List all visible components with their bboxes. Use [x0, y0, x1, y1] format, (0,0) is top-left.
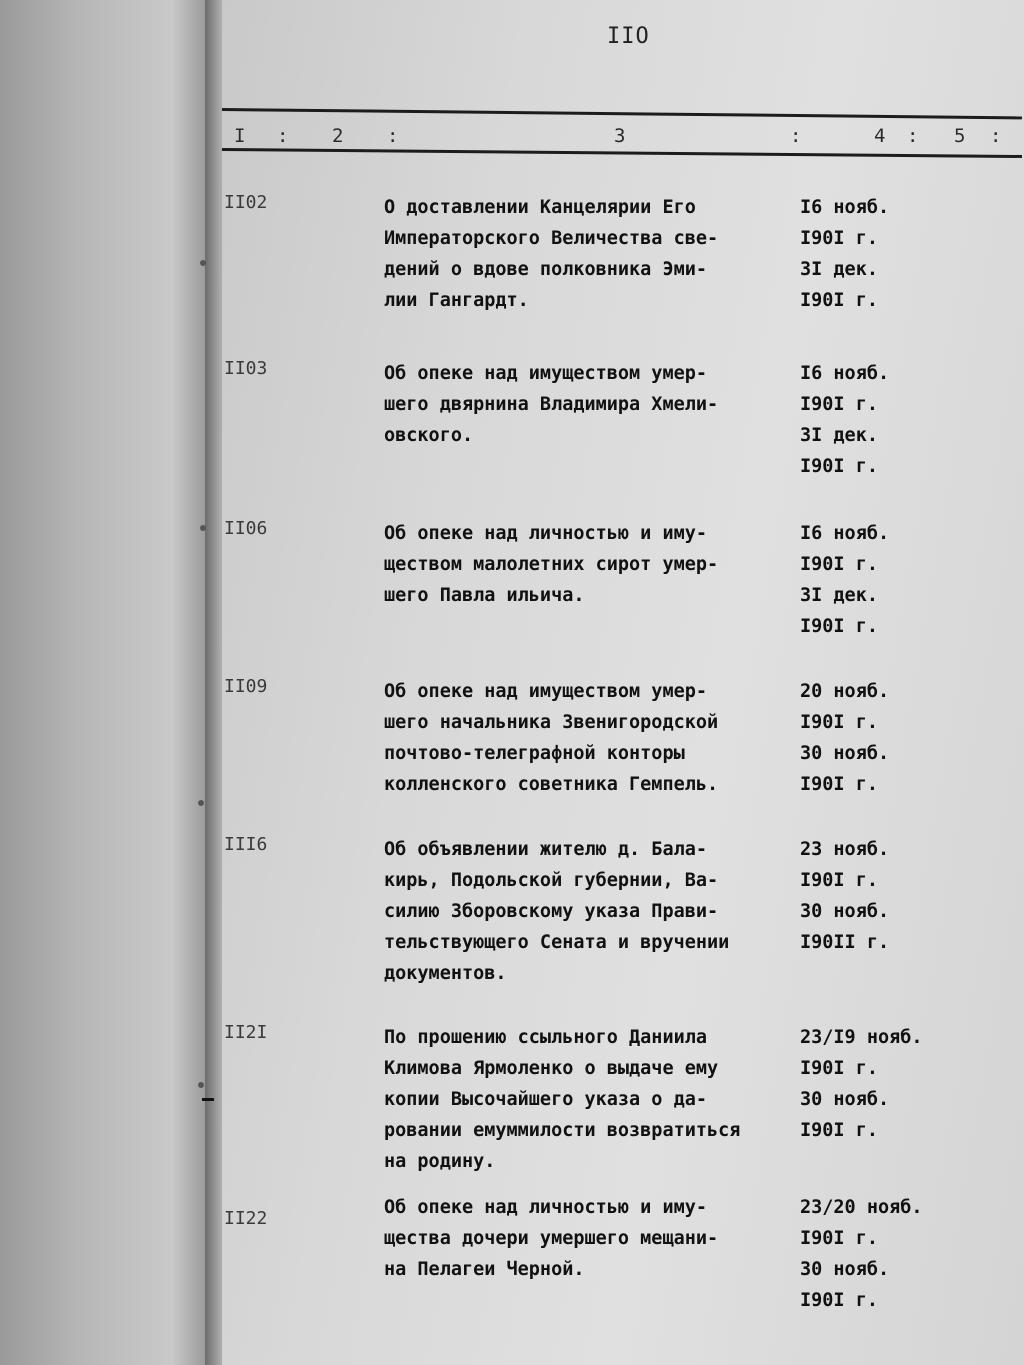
date-line: I6 нояб.	[800, 523, 890, 544]
record-number: II22	[224, 1208, 268, 1229]
column-2-heading: 2	[332, 125, 344, 147]
date-line: I90I г.	[800, 1290, 878, 1311]
date-line: 23/20 нояб.	[800, 1197, 923, 1218]
record-title	[384, 834, 794, 989]
title-line: шего двярнина Владимира Хмели-	[384, 394, 719, 415]
date-line: I90I г.	[800, 228, 878, 249]
title-line: силию Зборовскому указа Прави-	[384, 901, 719, 922]
column-3-heading: 3	[614, 125, 626, 147]
date-line: I90I г.	[800, 616, 878, 637]
date-line: 23 нояб.	[800, 839, 890, 860]
date-line: 3I дек.	[800, 585, 878, 606]
record-dates	[800, 358, 1010, 482]
record-title	[384, 358, 794, 451]
title-line: документов.	[384, 963, 507, 984]
date-line: 20 нояб.	[800, 681, 890, 702]
date-line: I90I г.	[800, 554, 878, 575]
record-title	[384, 676, 794, 800]
date-line: 23/I9 нояб.	[800, 1027, 923, 1048]
stitch-hole	[198, 800, 204, 806]
date-line: I6 нояб.	[800, 363, 890, 384]
record-dates	[800, 1022, 1010, 1146]
title-line: По прошению ссыльного Даниила	[384, 1027, 708, 1048]
date-line: I90I г.	[800, 394, 878, 415]
date-line: 3I дек.	[800, 425, 878, 446]
record-number: III6	[224, 834, 268, 855]
stitch-hole	[200, 525, 206, 531]
record-dates	[800, 1192, 1010, 1316]
date-line: I6 нояб.	[800, 197, 890, 218]
record-dates	[800, 518, 1010, 642]
date-line: I90I г.	[800, 774, 878, 795]
title-line: шего начальника Звенигородской	[384, 712, 719, 733]
title-line: Климова Ярмоленко о выдаче ему	[384, 1058, 719, 1079]
record-number: II02	[224, 192, 268, 213]
date-line: I90I г.	[800, 1120, 878, 1141]
record-dates	[800, 676, 1010, 800]
record-dates	[800, 834, 1010, 958]
column-separator: :	[790, 125, 802, 147]
date-line: I90I г.	[800, 456, 878, 477]
date-line: 3I дек.	[800, 259, 878, 280]
header-rule-bottom	[222, 148, 1022, 158]
header-rule-top	[222, 108, 1022, 119]
record-title	[384, 192, 794, 316]
title-line: Императорского Величества све-	[384, 228, 719, 249]
title-line: ществом малолетних сирот умер-	[384, 554, 719, 575]
title-line: колленского советника Гемпель.	[384, 774, 719, 795]
page-number: IIO	[607, 24, 650, 49]
title-line: кирь, Подольской губернии, Ва-	[384, 870, 719, 891]
title-line: лии Гангардт.	[384, 290, 529, 311]
column-1-heading: I	[234, 125, 246, 147]
date-line: I90I г.	[800, 1228, 878, 1249]
title-line: на Пелагеи Черной.	[384, 1259, 585, 1280]
date-line: I90I г.	[800, 870, 878, 891]
title-line: на родину.	[384, 1151, 496, 1172]
date-line: 30 нояб.	[800, 743, 890, 764]
record-number: II2I	[224, 1022, 268, 1043]
column-separator: :	[990, 125, 1002, 147]
date-line: 30 нояб.	[800, 901, 890, 922]
column-separator: :	[277, 125, 289, 147]
title-line: почтово-телеграфной конторы	[384, 743, 685, 764]
left-page	[0, 0, 215, 1365]
date-line: I90I г.	[800, 1058, 878, 1079]
column-separator: :	[387, 125, 399, 147]
title-line: шего Павла ильича.	[384, 585, 585, 606]
date-line: I90I г.	[800, 290, 878, 311]
date-line: 30 нояб.	[800, 1259, 890, 1280]
margin-dash-mark	[202, 1098, 214, 1101]
title-line: Об опеке над личностью и иму-	[384, 523, 708, 544]
record-number: II03	[224, 358, 268, 379]
stitch-hole	[198, 1082, 204, 1088]
title-line: копии Высочайшего указа о да-	[384, 1089, 708, 1110]
title-line: ровании емуммилости возвратиться	[384, 1120, 741, 1141]
date-line: 30 нояб.	[800, 1089, 890, 1110]
title-line: овского.	[384, 425, 474, 446]
record-number: II06	[224, 518, 268, 539]
date-line: I90I г.	[800, 712, 878, 733]
title-line: щества дочери умершего мещани-	[384, 1228, 719, 1249]
column-4-heading: 4	[874, 125, 886, 147]
record-number: II09	[224, 676, 268, 697]
record-title	[384, 1192, 794, 1285]
document-page	[222, 0, 1024, 1365]
column-separator: :	[907, 125, 919, 147]
title-line: дений о вдове полковника Эми-	[384, 259, 708, 280]
stitch-hole	[200, 260, 206, 266]
record-dates	[800, 192, 1010, 316]
title-line: Об объявлении жителю д. Бала-	[384, 839, 708, 860]
title-line: Об опеке над личностью и иму-	[384, 1197, 708, 1218]
date-line: I90II г.	[800, 932, 890, 953]
record-title	[384, 518, 794, 611]
column-5-heading: 5	[954, 125, 966, 147]
title-line: Об опеке над имуществом умер-	[384, 363, 708, 384]
title-line: Об опеке над имуществом умер-	[384, 681, 708, 702]
title-line: О доставлении Канцелярии Его	[384, 197, 696, 218]
title-line: тельствующего Сената и вручении	[384, 932, 730, 953]
record-title	[384, 1022, 794, 1177]
